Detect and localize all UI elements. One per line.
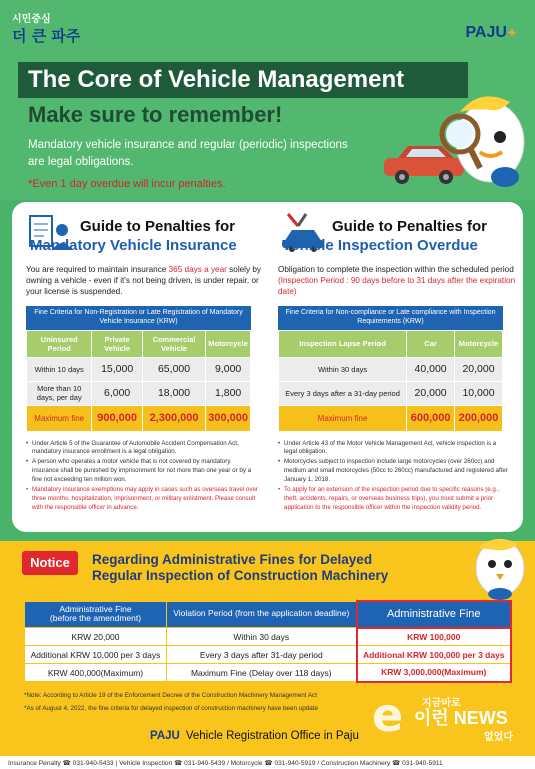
table-header: Motorcycle bbox=[455, 330, 503, 357]
logo-flare-icon: ✦ bbox=[506, 26, 517, 40]
note-item: • A person who operates a motor vehicle that is not covered by mandatory insurance shall be punished by imprisonment for not more than one year or by a fine not exceeding ten million won. bbox=[26, 458, 258, 485]
table-cell: 20,000 bbox=[455, 357, 503, 381]
insurance-intro bbox=[26, 264, 271, 306]
table-header: Car bbox=[407, 330, 455, 357]
notice-title-line2: Regular Inspection of Construction Machinery bbox=[92, 568, 389, 584]
table-header: Commercial Vehicle bbox=[142, 330, 205, 357]
table-row-maximum bbox=[279, 405, 503, 431]
page-title: The Core of Vehicle Management bbox=[18, 62, 468, 98]
table-cell: Maximum fine bbox=[27, 405, 92, 431]
table-header: Uninsured Period bbox=[27, 330, 92, 357]
insurance-title-bottom: Mandatory Vehicle Insurance bbox=[30, 237, 237, 254]
table-header: Inspection Lapse Period bbox=[279, 330, 407, 357]
table-cell: 200,000 bbox=[455, 405, 503, 431]
contact-footer: Insurance Penalty ☎ 031-940-5433 | Vehicle Inspection ☎ 031-940-5439 / Motorcycle ☎ 031-940-5919 / Construction Machinery ☎ 031-940-5911 bbox=[0, 756, 535, 769]
table-cell: 600,000 bbox=[407, 405, 455, 431]
office-logo: PAJU bbox=[150, 730, 180, 742]
table-cell: 2,300,000 bbox=[142, 405, 205, 431]
table-row bbox=[279, 357, 503, 381]
note-item: • Mandatory insurance exemptions may apply in cases such as overseas travel over three months, hospitalization, imprisonment, or military enlistment. Please consult with the responsible officer in advance. bbox=[26, 486, 258, 513]
table-row bbox=[279, 381, 503, 405]
table-cell: 18,000 bbox=[142, 381, 205, 405]
notice-note-2: *As of August 4, 2022, the fine criteria for delayed inspection of construction machinery have been update bbox=[24, 705, 319, 712]
col1-subtitle: (before the amendment) bbox=[49, 613, 142, 624]
table-cell: Additional KRW 10,000 per 3 days bbox=[25, 646, 167, 664]
table-cell: Maximum fine bbox=[279, 405, 407, 431]
inspection-intro-pre: Obligation to complete the inspection within the scheduled period bbox=[278, 265, 514, 274]
table-cell: 40,000 bbox=[407, 357, 455, 381]
table-cell: More than 10 days, per day bbox=[27, 381, 92, 405]
table-cell: 6,000 bbox=[92, 381, 142, 405]
news-watermark bbox=[372, 688, 532, 750]
table-header: Violation Period (from the application deadline) bbox=[167, 601, 357, 628]
table-cell: KRW 100,000 bbox=[357, 628, 512, 646]
inspection-section bbox=[278, 210, 523, 514]
watermark-line3: 없었다 bbox=[484, 732, 513, 743]
table-cell: 9,000 bbox=[206, 357, 251, 381]
table-cell: Additional KRW 100,000 per 3 days bbox=[357, 646, 512, 664]
inspection-title-top: Guide to Penalties for bbox=[332, 218, 488, 235]
watermark-line1: 지금바로 bbox=[422, 698, 461, 709]
office-line bbox=[150, 730, 359, 742]
table-cell: Maximum Fine (Delay over 118 days) bbox=[167, 664, 357, 682]
table-cell: 10,000 bbox=[455, 381, 503, 405]
insurance-fine-table bbox=[26, 330, 251, 432]
table-cell: Within 30 days bbox=[279, 357, 407, 381]
note-item: • To apply for an extension of the inspection period due to specific reasons (e.g., theft, accidents, repairs, or overseas business trips), you must submit a prior application to the responsible officer within the inspection validity period. bbox=[278, 486, 510, 513]
notice-title bbox=[92, 552, 388, 584]
table-cell: 20,000 bbox=[407, 381, 455, 405]
note-item: • Motorcycles subject to inspection include large motorcycles (over 260cc) and medium and small motorcycles (50cc to 260cc) manufactured and registered after January 1, 2018. bbox=[278, 458, 510, 485]
construction-fine-table bbox=[24, 600, 512, 683]
table-cell: Every 3 days after 31-day period bbox=[167, 646, 357, 664]
table-header: Private Vehicle bbox=[92, 330, 142, 357]
insurance-section bbox=[26, 210, 271, 514]
slogan-big: 더 큰 파주 bbox=[12, 27, 81, 45]
table-cell: KRW 3,000,000(Maximum) bbox=[357, 664, 512, 682]
slogan-small: 시민중심 bbox=[12, 14, 51, 25]
paju-logo bbox=[465, 24, 517, 42]
insurance-header bbox=[26, 210, 271, 258]
notice-note-1: *Note: According to Article 19 of the Enforcement Decree of the Construction Machinery Management Act bbox=[24, 692, 317, 699]
insurance-intro-pre: You are required to maintain insurance bbox=[26, 265, 169, 274]
mascot-salute-icon bbox=[460, 532, 532, 602]
table-cell: 65,000 bbox=[142, 357, 205, 381]
table-cell: KRW 20,000 bbox=[25, 628, 167, 646]
table-cell: KRW 400,000(Maximum) bbox=[25, 664, 167, 682]
table-cell: Within 30 days bbox=[167, 628, 357, 646]
office-name: Vehicle Registration Office in Paju bbox=[185, 730, 359, 742]
inspection-header bbox=[278, 210, 523, 258]
table-cell: 1,800 bbox=[206, 381, 251, 405]
inspection-title-bottom: Vehicle Inspection Overdue bbox=[282, 237, 478, 254]
table-cell: 900,000 bbox=[92, 405, 142, 431]
notice-badge: Notice bbox=[22, 551, 78, 575]
table-header: Motorcycle bbox=[206, 330, 251, 357]
paju-logo-text: PAJU bbox=[465, 24, 507, 41]
inspection-fine-table bbox=[278, 330, 503, 432]
inspection-notes bbox=[278, 440, 510, 514]
note-item: • Under Article 5 of the Guarantee of Automobile Accident Compensation Act, mandatory insurance enrollment is a legal obligation. bbox=[26, 440, 258, 458]
table-row bbox=[25, 646, 512, 664]
inspection-intro bbox=[278, 264, 523, 306]
mascot-magnifier-icon bbox=[430, 82, 530, 202]
note-item: • Under Article 43 of the Motor Vehicle Management Act, vehicle inspection is a legal obligation. bbox=[278, 440, 510, 458]
insurance-table-caption: Fine Criteria for Non-Registration or Late Registration of Mandatory Vehicle Insurance (KRW) bbox=[26, 306, 251, 330]
insurance-title-top: Guide to Penalties for bbox=[80, 218, 236, 235]
col1-title: Administrative Fine bbox=[59, 603, 132, 614]
lead-text: Mandatory vehicle insurance and regular (periodic) inspections are legal obligations. bbox=[28, 139, 348, 168]
page-subtitle: Make sure to remember! bbox=[28, 102, 283, 127]
insurance-intro-highlight: 365 days a year bbox=[168, 265, 227, 274]
overdue-warning: *Even 1 day overdue will incur penalties. bbox=[28, 178, 226, 190]
notice-title-line1: Regarding Administrative Fines for Delayed bbox=[92, 552, 373, 567]
insurance-notes bbox=[26, 440, 258, 514]
city-slogan bbox=[12, 10, 80, 46]
table-row bbox=[25, 628, 512, 646]
table-cell: 15,000 bbox=[92, 357, 142, 381]
table-row bbox=[27, 357, 251, 381]
table-row bbox=[25, 664, 512, 682]
table-row bbox=[27, 381, 251, 405]
table-header bbox=[25, 601, 167, 628]
table-cell: 300,000 bbox=[206, 405, 251, 431]
insurance-intro-post: solely by owning a vehicle - even if it's not being driven, is under repair, or your license is suspended. bbox=[26, 265, 262, 297]
inspection-intro-highlight: (Inspection Period : 90 days before to 31 days after the expiration date) bbox=[278, 276, 516, 297]
table-cell: Every 3 days after a 31-day period bbox=[279, 381, 407, 405]
watermark-line2: 이런 NEWS bbox=[414, 708, 508, 728]
inspection-table-caption: Fine Criteria for Non-compliance or Late compliance with Inspection Requirements (KRW) bbox=[278, 306, 503, 330]
table-row-maximum bbox=[27, 405, 251, 431]
table-header: Administrative Fine bbox=[357, 601, 512, 628]
table-cell: Within 10 days bbox=[27, 357, 92, 381]
watermark-letter: e bbox=[372, 688, 404, 742]
